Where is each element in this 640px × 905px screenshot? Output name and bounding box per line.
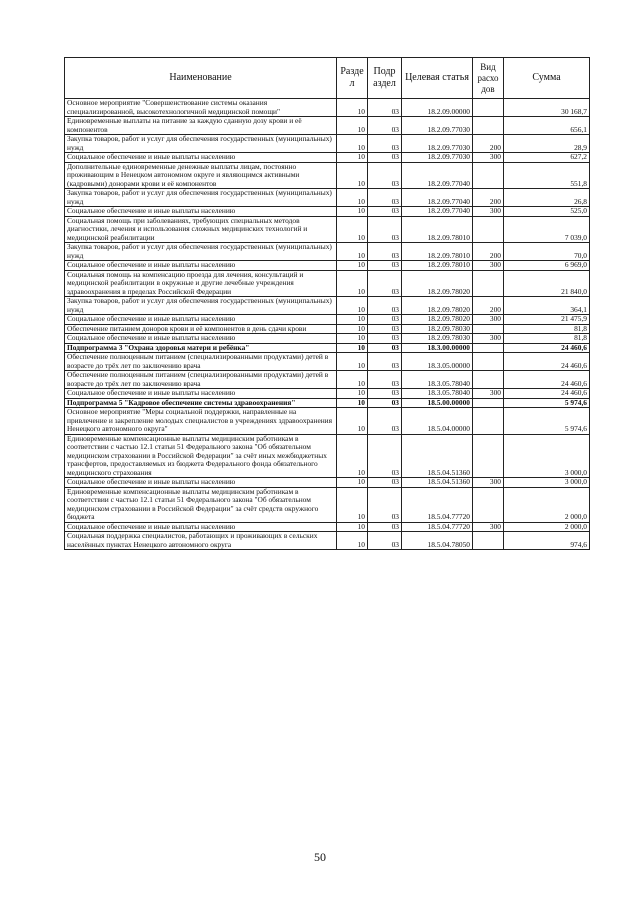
cell-target: 18.2.09.77040	[402, 207, 473, 217]
cell-name: Социальное обеспечение и иные выплаты населению	[65, 522, 337, 532]
cell-sum: 3 000,0	[504, 478, 590, 488]
cell-subsection: 03	[368, 343, 402, 353]
table-row	[65, 297, 590, 315]
cell-sum: 2 000,0	[504, 522, 590, 532]
cell-target: 18.2.09.77040	[402, 189, 473, 207]
cell-section: 10	[337, 99, 368, 117]
table-row	[65, 189, 590, 207]
cell-target: 18.2.09.77030	[402, 135, 473, 153]
cell-type: 200	[473, 297, 504, 315]
cell-sum: 21 475,9	[504, 315, 590, 325]
cell-section: 10	[337, 153, 368, 163]
cell-target: 18.2.09.00000	[402, 99, 473, 117]
cell-type	[473, 270, 504, 297]
cell-name: Подпрограмма 3 "Охрана здоровья матери и ребёнка"	[65, 343, 337, 353]
cell-subsection: 03	[368, 153, 402, 163]
cell-target: 18.3.05.78040	[402, 371, 473, 389]
table-row	[65, 353, 590, 371]
cell-section: 10	[337, 408, 368, 435]
table-row	[65, 243, 590, 261]
cell-type	[473, 434, 504, 478]
cell-sum: 70,0	[504, 243, 590, 261]
cell-target: 18.2.09.78030	[402, 334, 473, 344]
cell-name: Социальное обеспечение и иные выплаты населению	[65, 389, 337, 399]
cell-subsection: 03	[368, 297, 402, 315]
cell-section: 10	[337, 532, 368, 550]
cell-section: 10	[337, 371, 368, 389]
header-sum: Сумма	[504, 58, 590, 99]
cell-sum: 30 168,7	[504, 99, 590, 117]
table-row	[65, 153, 590, 163]
cell-sum: 6 969,0	[504, 261, 590, 271]
cell-sum: 28,9	[504, 135, 590, 153]
cell-target: 18.2.09.78030	[402, 324, 473, 334]
cell-target: 18.5.04.77720	[402, 487, 473, 522]
cell-sum: 974,6	[504, 532, 590, 550]
cell-sum: 26,8	[504, 189, 590, 207]
cell-subsection: 03	[368, 189, 402, 207]
cell-section: 10	[337, 243, 368, 261]
cell-section: 10	[337, 135, 368, 153]
cell-section: 10	[337, 343, 368, 353]
cell-sum: 24 460,6	[504, 343, 590, 353]
cell-type: 300	[473, 261, 504, 271]
cell-name: Социальное обеспечение и иные выплаты населению	[65, 261, 337, 271]
table-row	[65, 389, 590, 399]
cell-name: Социальное обеспечение и иные выплаты населению	[65, 315, 337, 325]
cell-subsection: 03	[368, 522, 402, 532]
cell-subsection: 03	[368, 270, 402, 297]
cell-target: 18.5.04.51360	[402, 434, 473, 478]
table-row	[65, 117, 590, 135]
cell-name: Обеспечение полноценным питанием (специализированными продуктами) детей в возрасте до трёх лет по заключению врача	[65, 371, 337, 389]
cell-section: 10	[337, 398, 368, 408]
cell-type: 300	[473, 334, 504, 344]
cell-subsection: 03	[368, 371, 402, 389]
cell-sum: 5 974,6	[504, 398, 590, 408]
cell-subsection: 03	[368, 135, 402, 153]
cell-target: 18.2.09.78010	[402, 261, 473, 271]
cell-target: 18.2.09.78010	[402, 243, 473, 261]
cell-subsection: 03	[368, 261, 402, 271]
table-row	[65, 408, 590, 435]
table-row	[65, 270, 590, 297]
cell-target: 18.2.09.78020	[402, 270, 473, 297]
cell-target: 18.3.00.00000	[402, 343, 473, 353]
cell-sum: 81,8	[504, 334, 590, 344]
cell-target: 18.2.09.77030	[402, 153, 473, 163]
cell-name: Основное мероприятие "Меры социальной поддержки, направленные на привлечение и закрепление молодых специалистов в учреждениях здравоохранения Ненецкого автономного округа"	[65, 408, 337, 435]
cell-section: 10	[337, 389, 368, 399]
cell-subsection: 03	[368, 334, 402, 344]
cell-section: 10	[337, 434, 368, 478]
cell-section: 10	[337, 487, 368, 522]
cell-subsection: 03	[368, 532, 402, 550]
cell-subsection: 03	[368, 478, 402, 488]
cell-name: Закупка товаров, работ и услуг для обеспечения государственных (муниципальных) нужд	[65, 297, 337, 315]
cell-name: Социальное обеспечение и иные выплаты населению	[65, 153, 337, 163]
cell-type	[473, 408, 504, 435]
cell-sum: 5 974,6	[504, 408, 590, 435]
page-number: 50	[314, 850, 326, 864]
table-row	[65, 487, 590, 522]
table-row	[65, 334, 590, 344]
cell-type: 200	[473, 135, 504, 153]
cell-name: Закупка товаров, работ и услуг для обеспечения государственных (муниципальных) нужд	[65, 189, 337, 207]
cell-sum: 7 039,0	[504, 216, 590, 243]
cell-subsection: 03	[368, 353, 402, 371]
table-body	[65, 99, 590, 550]
cell-name: Социальное обеспечение и иные выплаты населению	[65, 478, 337, 488]
cell-section: 10	[337, 261, 368, 271]
cell-section: 10	[337, 117, 368, 135]
cell-section: 10	[337, 353, 368, 371]
cell-type	[473, 371, 504, 389]
cell-type: 200	[473, 189, 504, 207]
cell-section: 10	[337, 478, 368, 488]
cell-section: 10	[337, 522, 368, 532]
cell-name: Единовременные выплаты на питание за каждую сданную дозу крови и её компонентов	[65, 117, 337, 135]
cell-section: 10	[337, 216, 368, 243]
table-row	[65, 315, 590, 325]
cell-sum: 24 460,6	[504, 389, 590, 399]
cell-type	[473, 398, 504, 408]
cell-name: Дополнительные единовременные денежные выплаты лицам, постоянно проживающим в Ненецком автономном округе и являющимся активными (кадровыми) донорами крови и её компонентов	[65, 162, 337, 189]
cell-target: 18.2.09.77030	[402, 117, 473, 135]
cell-subsection: 03	[368, 243, 402, 261]
cell-section: 10	[337, 315, 368, 325]
cell-section: 10	[337, 324, 368, 334]
header-name: Наименование	[65, 58, 337, 99]
cell-target: 18.2.09.77040	[402, 162, 473, 189]
cell-section: 10	[337, 334, 368, 344]
cell-section: 10	[337, 297, 368, 315]
cell-sum: 81,8	[504, 324, 590, 334]
cell-sum: 656,1	[504, 117, 590, 135]
cell-name: Социальная поддержка специалистов, работающих и проживающих в сельских населённых пунктах Ненецкого автономного округа	[65, 532, 337, 550]
cell-type	[473, 117, 504, 135]
cell-type	[473, 99, 504, 117]
cell-type: 300	[473, 522, 504, 532]
cell-target: 18.2.09.78020	[402, 315, 473, 325]
cell-sum: 364,1	[504, 297, 590, 315]
cell-type	[473, 162, 504, 189]
cell-name: Социальное обеспечение и иные выплаты населению	[65, 207, 337, 217]
cell-sum: 627,2	[504, 153, 590, 163]
cell-section: 10	[337, 189, 368, 207]
table-row	[65, 207, 590, 217]
cell-section: 10	[337, 207, 368, 217]
cell-target: 18.2.09.78020	[402, 297, 473, 315]
cell-subsection: 03	[368, 207, 402, 217]
table-row	[65, 371, 590, 389]
table-row	[65, 261, 590, 271]
budget-table	[64, 57, 590, 550]
table-header-row	[65, 58, 590, 99]
cell-subsection: 03	[368, 99, 402, 117]
cell-name: Единовременные компенсационные выплаты медицинским работникам в соответствии с частью 12.1 статьи 51 Федерального закона "Об обязательном медицинском страховании в Российской Федерации" за счёт средств окружного бюджета	[65, 487, 337, 522]
cell-type	[473, 216, 504, 243]
cell-sum: 551,8	[504, 162, 590, 189]
cell-target: 18.2.09.78010	[402, 216, 473, 243]
cell-type	[473, 532, 504, 550]
cell-name: Социальная помощь при заболеваниях, требующих специальных методов диагностики, лечения и использования сложных медицинских технологий и медицинской реабилитации	[65, 216, 337, 243]
budget-table-container	[64, 57, 589, 550]
cell-type: 200	[473, 243, 504, 261]
cell-target: 18.5.04.78050	[402, 532, 473, 550]
cell-sum: 3 000,0	[504, 434, 590, 478]
cell-subsection: 03	[368, 398, 402, 408]
cell-name: Единовременные компенсационные выплаты медицинским работникам в соответствии с частью 12.1 статьи 51 Федерального закона "Об обязательном медицинском страховании в Российской Федерации" за счёт иных межбюджетных трансфертов, предоставляемых из бюджета Федерального фонда обязательного медицинского страхования	[65, 434, 337, 478]
cell-name: Обеспечение полноценным питанием (специализированными продуктами) детей в возрасте до трёх лет по заключению врача	[65, 353, 337, 371]
cell-subsection: 03	[368, 162, 402, 189]
cell-type: 300	[473, 315, 504, 325]
cell-sum: 24 460,6	[504, 353, 590, 371]
cell-target: 18.5.00.00000	[402, 398, 473, 408]
cell-name: Подпрограмма 5 "Кадровое обеспечение системы здравоохранения"	[65, 398, 337, 408]
header-section: Разде л	[337, 58, 368, 99]
cell-subsection: 03	[368, 434, 402, 478]
cell-type: 300	[473, 389, 504, 399]
table-row	[65, 216, 590, 243]
header-subsection: Подр аздел	[368, 58, 402, 99]
cell-name: Закупка товаров, работ и услуг для обеспечения государственных (муниципальных) нужд	[65, 135, 337, 153]
cell-target: 18.5.04.00000	[402, 408, 473, 435]
header-type: Вид расхо дов	[473, 58, 504, 99]
cell-subsection: 03	[368, 216, 402, 243]
cell-sum: 525,0	[504, 207, 590, 217]
cell-target: 18.3.05.00000	[402, 353, 473, 371]
cell-type: 300	[473, 478, 504, 488]
table-row	[65, 434, 590, 478]
cell-type: 300	[473, 153, 504, 163]
table-row	[65, 532, 590, 550]
cell-name: Социальное обеспечение и иные выплаты населению	[65, 334, 337, 344]
cell-subsection: 03	[368, 389, 402, 399]
cell-name: Основное мероприятие "Совершенствование системы оказания специализированной, высокотехнологичной медицинской помощи"	[65, 99, 337, 117]
cell-subsection: 03	[368, 324, 402, 334]
cell-sum: 24 460,6	[504, 371, 590, 389]
cell-type: 300	[473, 207, 504, 217]
cell-target: 18.5.04.77720	[402, 522, 473, 532]
cell-target: 18.5.04.51360	[402, 478, 473, 488]
table-row	[65, 135, 590, 153]
cell-subsection: 03	[368, 487, 402, 522]
table-row	[65, 478, 590, 488]
table-row	[65, 99, 590, 117]
table-row	[65, 162, 590, 189]
cell-subsection: 03	[368, 408, 402, 435]
cell-sum: 21 840,0	[504, 270, 590, 297]
cell-section: 10	[337, 162, 368, 189]
cell-section: 10	[337, 270, 368, 297]
cell-name: Закупка товаров, работ и услуг для обеспечения государственных (муниципальных) нужд	[65, 243, 337, 261]
cell-type	[473, 343, 504, 353]
cell-name: Социальная помощь на компенсацию проезда для лечения, консультаций и медицинской реабилитации в окружные и другие лечебные учреждения здравоохранения в пределах Российской Федерации	[65, 270, 337, 297]
cell-target: 18.3.05.78040	[402, 389, 473, 399]
cell-type	[473, 353, 504, 371]
cell-subsection: 03	[368, 117, 402, 135]
cell-name: Обеспечение питанием доноров крови и её компонентов в день сдачи крови	[65, 324, 337, 334]
cell-type	[473, 487, 504, 522]
header-target: Целевая статья	[402, 58, 473, 99]
cell-sum: 2 000,0	[504, 487, 590, 522]
cell-subsection: 03	[368, 315, 402, 325]
